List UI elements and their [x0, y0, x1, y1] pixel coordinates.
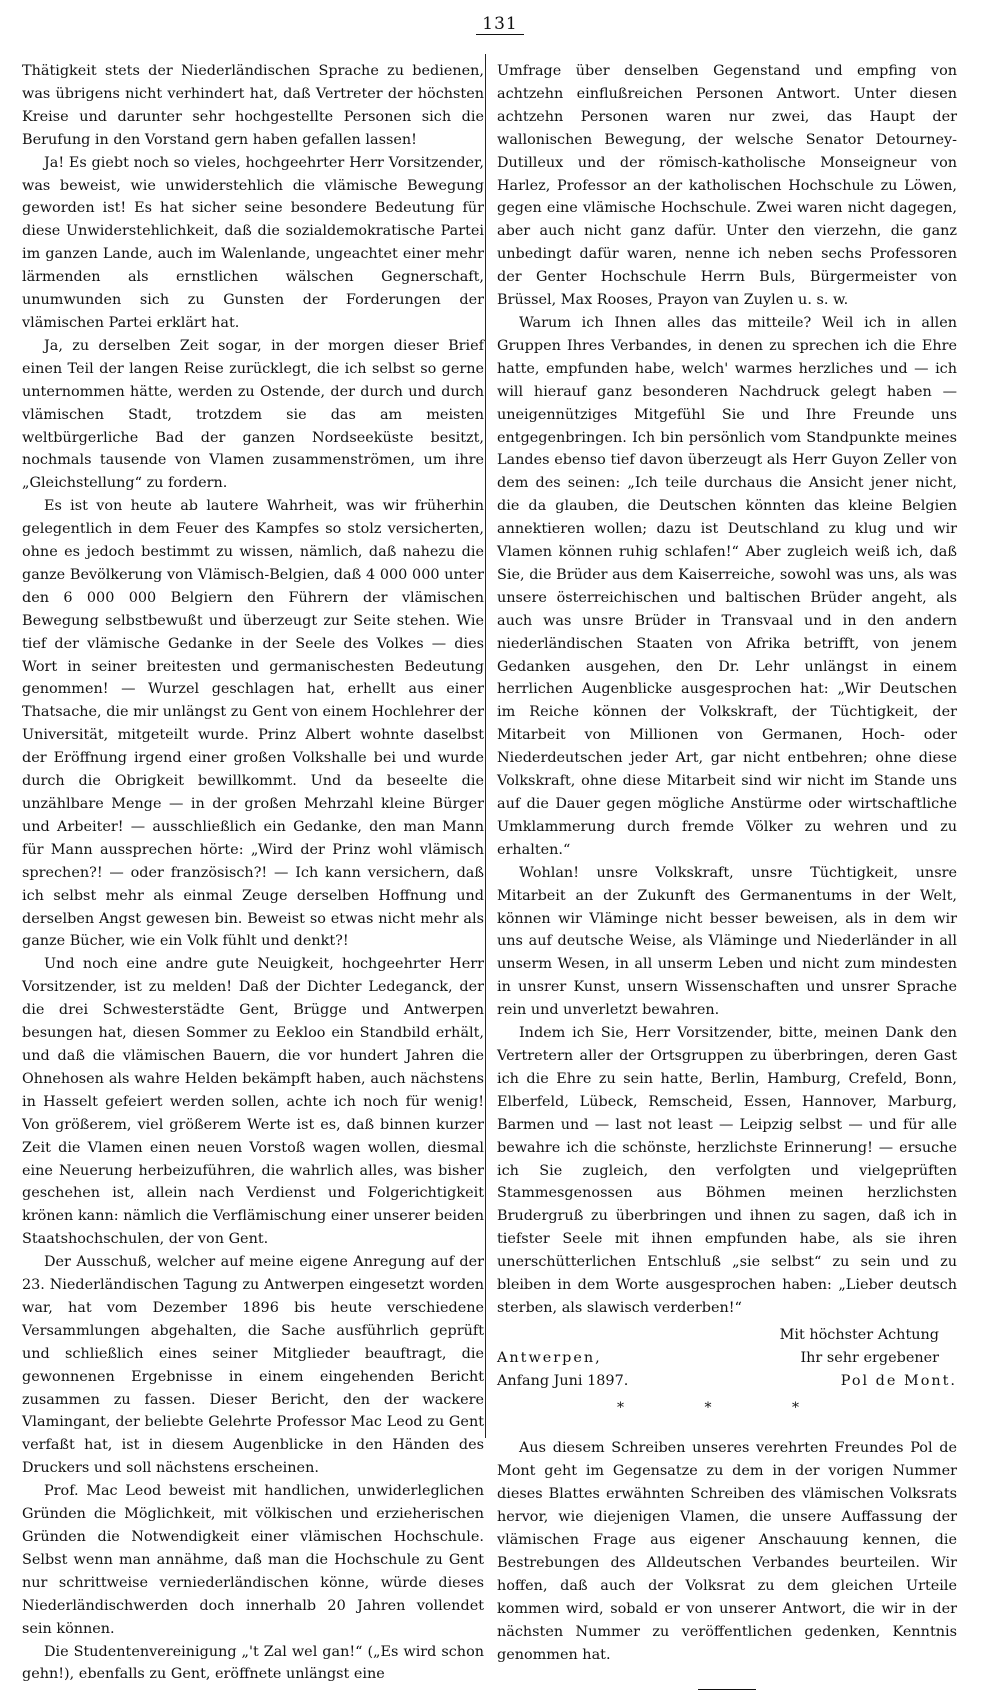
end-rule — [698, 1689, 756, 1690]
afterword-paragraph: Aus diesem Schreiben unseres verehrten Freundes Pol de Mont geht im Gegensatze zu dem in der vorigen Nummer dieses Blattes erwähnten Schreiben des vlämischen Volksrats hervor, wie diejenigen Vlamen, die unsere Auffassung der vlämischen Frage aus eigener Anschauung kennen, die Bestrebungen des Alldeutschen Verbandes beurteilen. Wir hoffen, daß auch der Volksrat zu dem gleichen Urteile kommen wird, sobald er von unserer Antwort, die wir in der nächsten Nummer zu veröffentlichen gedenken, Kenntnis genommen hat. — [497, 1440, 957, 1663]
paragraph: Prof. Mac Leod beweist mit handlichen, unwiderleglichen Gründen die Möglichkeit, mit völkischen und erzieherischen Gründen die Notwendigkeit einer vlämischen Hochschule. Selbst wenn man annähme, daß man die Hochschule zu Gent nur schrittweise verniederländischen könne, würde dieses Niederländischwerden doch innerhalb 20 Jahren vollendet sein können. — [22, 1483, 484, 1637]
paragraph: Wohlan! unsre Volkskraft, unsre Tüchtigkeit, unsre Mitarbeit an der Zukunft des Germanentums in der Welt, können wir Vläminge nicht besser beweisen, als in dem wir uns auf deutsche Weise, als Vläminge und Niederländer in all unserm Wesen, in all unserm Leben und nicht zum mindesten in unsrer Kunst, unsern Wissenschaften und unsrer Sprache rein und unverletzt bewahren. — [497, 864, 957, 1019]
section-separator: * * * — [617, 1399, 837, 1416]
paragraph: Ja, zu derselben Zeit sogar, in der morgen dieser Brief einen Teil der langen Reise zurücklegt, die ich selbst so gerne unternommen hätte, werden zu Ostende, der durch und durch vlämischen Stadt, trotzdem sie das am meisten weltbürgerliche Bad der ganzen Nordseeküste besitzt, nochmals tausende von Vlamen zusammenströmen, um ihre „Gleichstellung“ zu fordern. — [22, 337, 484, 492]
closing-salutation: Mit höchster Achtung — [779, 1326, 939, 1343]
letter-closing — [497, 1324, 957, 1393]
paragraph: Und noch eine andre gute Neuigkeit, hochgeehrter Herr Vorsitzender, ist zu melden! Daß der Dichter Ledeganck, der die drei Schwesterstädte Gent, Brügge und Antwerpen besungen hat, diesen Sommer zu Eekloo ein Standbild erhält, und daß die vlämischen Bauern, die vor hundert Jahren die Ohnehosen als wahre Helden bekämpft haben, auch nächstens in Hasselt gefeiert werden sollen, achte ich noch für wenig! Von größerem, viel größerem Werte ist es, daß binnen kurzer Zeit die Vlamen einen neuen Vorstoß wagen wollen, diesmal eine Neuerung herbeizuführen, die wahrlich alles, was bisher geschehen ist, allein nach Verdienst und Folgerichtigkeit krönen kann: nämlich die Verflämischung einer unserer beiden Staatshochschulen, der von Gent. — [22, 956, 484, 1248]
paragraph: Die Studentenvereinigung „'t Zal wel gan!“ („Es wird schon gehn!), ebenfalls zu Gent, eröffnete unlängst eine — [22, 1643, 484, 1683]
page-number: 131 — [0, 14, 1000, 34]
paragraph: Es ist von heute ab lautere Wahrheit, was wir früherhin gelegentlich in dem Feuer des Kampfes so stolz versicherten, ohne es jedoch bestimmt zu wissen, nämlich, daß nahezu die ganze Bevölkerung von Vlämisch-Belgien, daß 4 000 000 unter den 6 000 000 Belgiern den Führern der vlämischen Bewegung selbstbewußt und überzeugt zur Seite stehen. Wie tief der vlämische Gedanke in der Seele des Volkes — dies Wort in seiner breitesten und germanischesten Bedeutung genommen! — Wurzel geschlagen hat, erhellt aus einer Thatsache, die mir unlängst zu Gent von einem Hochlehrer der Universität, mitgeteilt wurde. Prinz Albert wohnte daselbst der Eröffnung irgend einer großen Volkshalle bei und wurde durch die Obrigkeit bewillkommt. Und da beseelte die unzählbare Menge — in der großen Mehrzahl kleine Bürger und Arbeiter! — ausschließlich ein Gedanke, den man Mann für Mann aussprechen hörte: „Wird der Prinz wohl vlämisch sprechen?! — oder französisch?! — Ich kann versichern, daß ich selbst mehr als einmal Zeuge derselben Hoffnung und derselben Angst gewesen bin. Beweist so etwas nicht mehr als ganze Bücher, wie ein Volk fühlt und denkt?! — [22, 498, 484, 950]
closing-place: Antwerpen, — [497, 1349, 602, 1366]
closing-row — [497, 1370, 957, 1393]
paragraph: Umfrage über denselben Gegenstand und empfing von achtzehn einflußreichen Personen Antwort. Unter diesen achtzehn Personen waren nur zwei, das Haupt der wallonischen Bewegung, der welsche Senator Detourney-Dutilleux und der römisch-katholische Monseigneur von Harlez, Professor an der katholischen Hochschule zu Löwen, gegen eine vlämische Hochschule. Zwei waren nicht dagegen, aber auch nicht ganz dafür. Unter den vierzehn, die ganz unbedingt dafür waren, nenne ich neben sechs Professoren der Genter Hochschule Herrn Buls, Bürgermeister von Brüssel, Max Rooses, Prayon van Zuylen u. s. w. — [497, 63, 957, 309]
right-column — [497, 60, 957, 1690]
paragraph: Der Ausschuß, welcher auf meine eigene Anregung auf der 23. Niederländischen Tagung zu Antwerpen eingesetzt worden war, hat vom Dezember 1896 bis heute verschiedene Versammlungen abgehalten, die Sache ausführlich geprüft und schließlich eines seiner Mitglieder beauftragt, die gewonnenen Ergebnisse in einem eingehenden Bericht zusammen zu fassen. Dieser Bericht, den der wackere Vlamingant, der beliebte Gelehrte Professor Mac Leod zu Gent verfaßt hat, ist in diesem Augenblicke in den Händen des Druckers und soll nächstens erscheinen. — [22, 1254, 484, 1477]
closing-date: Anfang Juni 1897. — [497, 1372, 629, 1389]
left-column — [22, 60, 484, 1686]
column-divider — [485, 54, 486, 1438]
paragraph: Ja! Es giebt noch so vieles, hochgeehrter Herr Vorsitzender, was beweist, wie unwiderstehlich die vlämische Bewegung geworden ist! Es hat sicher seine besondere Bedeutung für diese Unwiderstehlichkeit, daß die sozialdemokratische Partei im ganzen Lande, auch im Walenlande, ungeachtet einer mehr lärmenden als ernstlichen wälschen Gegnerschaft, unumwunden sich zu Gunsten der Forderungen der vlämischen Partei erklärt hat. — [22, 154, 484, 331]
paragraph: Indem ich Sie, Herr Vorsitzender, bitte, meinen Dank den Vertretern aller der Ortsgruppen zu überbringen, deren Gast ich die Ehre zu sein hatte, Berlin, Hamburg, Crefeld, Bonn, Elberfeld, Lübeck, Remscheid, Essen, Hannover, Marburg, Barmen und — last not least — Leipzig selbst — und für alle bewahre ich die schönste, herzlichste Erinnerung! — ersuche ich Sie zugleich, den verfolgten und vielgeprüften Stammesgenossen aus Böhmen meinen herzlichsten Brudergruß zu überbringen und ihnen zu sagen, daß ich in tiefster Seele mit ihnen empfunden habe, als sie ihren unerschütterlichen Entschluß „sie selbst“ zu sein und zu bleiben in dem Worte ausgesprochen haben: „Lieber deutsch sterben, als slawisch verderben!“ — [497, 1025, 957, 1316]
paragraph: Thätigkeit stets der Niederländischen Sprache zu bedienen, was übrigens nicht verhindert hat, daß Vertreter der höchsten Kreise und darunter sehr hochgestellte Personen sich die Berufung in den Vorstand gern haben gefallen lassen! — [22, 63, 484, 148]
closing-row — [497, 1347, 957, 1370]
paragraph: Warum ich Ihnen alles das mitteile? Weil ich in allen Gruppen Ihres Verbandes, in denen zu sprechen ich die Ehre hatte, empfunden habe, welch' warmes herzliches und — ich will hierauf ganz besonderen Nachdruck gelegt haben — uneigennütziges Mitgefühl Sie und Ihre Freunde uns entgegenbringen. Ich bin persönlich vom Standpunkte meines Landes ebenso tief davon überzeugt als Herr Guyon Zeller von dem des seinen: „Ich teile durchaus die Ansicht jener nicht, die da glauben, die Deutschen könnten das kleine Belgien annektieren wollen; dazu ist Deutschland zu klug und wir Vlamen können ruhig schlafen!“ Aber zugleich weiß ich, daß Sie, die Brüder aus dem Kaiserreiche, sowohl was uns, als was unsere österreichischen und baltischen Brüder angeht, als auch was unsre Brüder in Transvaal und in den andern niederländischen Staaten von Afrika betrifft, von jenem Gedanken ausgehen, den Dr. Lehr unlängst in einem herrlichen Augenblicke ausgesprochen hat: „Wir Deutschen im Reiche können der Volkskraft, der Tüchtigkeit, der Mitarbeit von Millionen von Germanen, Hoch- oder Niederdeutschen jeder Art, gar nicht entbehren; ohne diese Volkskraft, ohne diese Mitarbeit sind wir nicht im Stande uns auf die Dauer gegen mögliche Anstürme oder wirtschaftliche Umklammerung durch fremde Völker zu wehren und zu erhalten.“ — [497, 314, 957, 858]
closing-signature: Pol de Mont. — [840, 1372, 957, 1389]
closing-regards: Ihr sehr ergebener — [800, 1349, 939, 1366]
